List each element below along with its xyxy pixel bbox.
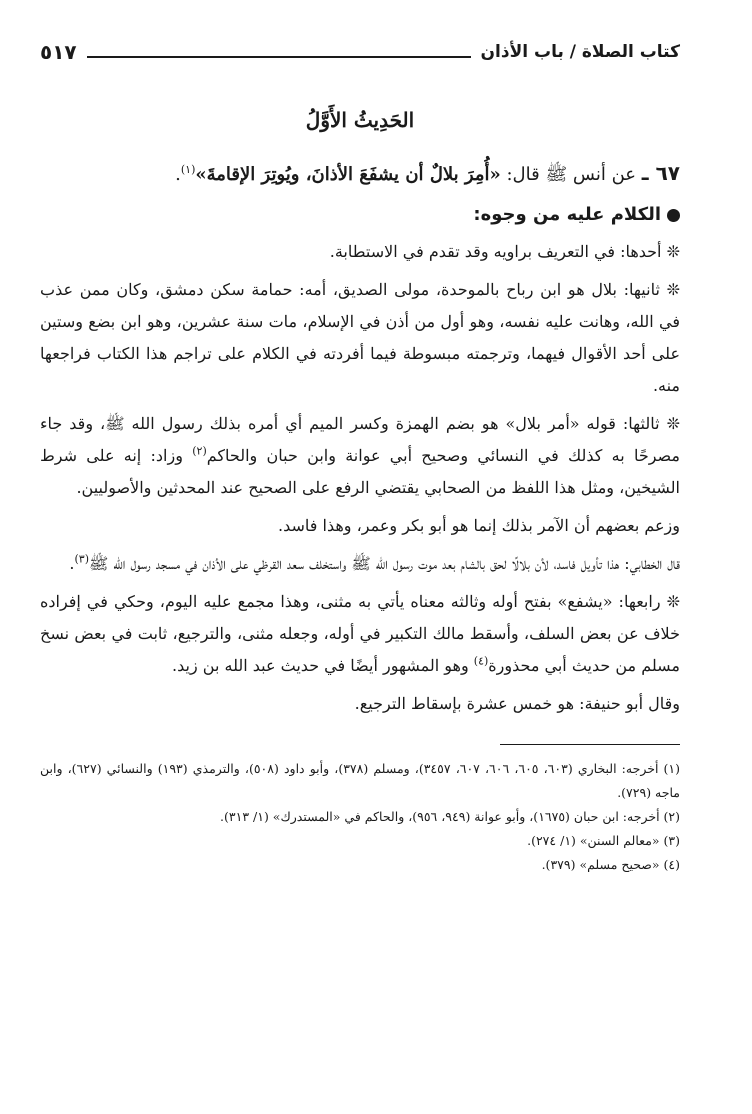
- footnote: (١) أخرجه: البخاري (٦٠٣، ٦٠٥، ٦٠٦، ٦٠٧، ٣٤٥٧)، ومسلم (٣٧٨)، وأبو داود (٥٠٨)، والترمذي (١٩٣) والنسائي (٦٢٧)، وابن ماجه (٧٢٩).: [40, 761, 681, 800]
- footnote: (٣) «معالم السنن» (١/ ٢٧٤).: [527, 833, 680, 848]
- hadith-text: [40, 158, 680, 190]
- footnote-ref[interactable]: (٤): [473, 654, 489, 668]
- header-rule: [87, 56, 471, 58]
- footnote-divider: [500, 744, 680, 745]
- paragraph: ❊ ثانيها: بلال هو ابن رباح بالموحدة، مولى الصديق، أمه: حمامة سكن دمشق، وكان ممن عذب في الله، وهانت عليه نفسه، وهو أول من أذن في الإسلام، مات سنة عشرين، وهو ابن بضع وستين على أحد الأقوال فيهما، وترجمته مبسوطة فيما أفردته في الكلام على تراجم هذا الكتاب فراجعها منه.: [40, 280, 681, 395]
- paragraph: وقال أبو حنيفة: هو خمس عشرة بإسقاط الترجيع.: [354, 694, 680, 713]
- running-title: كتاب الصلاة / باب الأذان: [480, 42, 680, 62]
- footnote-ref[interactable]: (٣): [74, 552, 89, 566]
- bullet-icon: [667, 209, 680, 222]
- hadith-matn: «أُمِرَ بلالٌ أن يشفَعَ الأذانَ، ويُوتِرَ الإقامةَ»: [195, 164, 501, 185]
- footnote-ref[interactable]: (١): [180, 163, 196, 176]
- footnote: (٢) أخرجه: ابن حبان (١٦٧٥)، وأبو عوانة (٩٤٩، ٩٥٦)، والحاكم في «المستدرك» (١/ ٣١٣).: [220, 809, 680, 824]
- paragraph: ❊ رابعها: «يشفع» بفتح أوله وثالثه معناه يأتي به مثنى، وهذا مجمع عليه اليوم، وحكي في إفراده خلاف عن بعض السلف، وأسقط مالك التكبير في أوله، وجعله مثنى، والترجيع، ثابت في بعض نسخ مسلم من حديث أبي محذورة$^{(٤)}$ وهو المشهور أيضًا في حديث عبد الله بن زيد.: [40, 592, 680, 675]
- paragraph: ❊ ثالثها: قوله «أمر بلال» هو بضم الهمزة وكسر الميم أي أمره بذلك رسول الله ﷺ، وقد جاء مصرحًا به كذلك في النسائي وصحيح أبي عوانة وابن حبان والحاكم$^{(٢)}$ وزاد: إنه على شرط الشيخين، ومثل هذا اللفظ من الصحابي يقتضي الرفع على الصحيح عند المحدثين والأصوليين.: [40, 414, 681, 497]
- page-number: ٥١٧: [40, 40, 77, 64]
- hadith-number: ٦٧ ـ: [641, 161, 680, 185]
- footnote: (٤) «صحيح مسلم» (٣٧٩).: [541, 857, 680, 872]
- book-page: [40, 30, 680, 877]
- footnote-ref[interactable]: (٢): [192, 444, 207, 458]
- paragraph: ❊ أحدها: في التعريف براويه وقد تقدم في الاستطابة.: [329, 242, 680, 261]
- hadith-end: .: [175, 164, 181, 185]
- running-header: [40, 30, 680, 74]
- section-heading-text: الكلام عليه من وجوه:: [473, 204, 661, 225]
- hadith-title: الحَدِيثُ الأَوَّلُ: [305, 108, 415, 132]
- paragraph: قال الخطابي: هذا تأويل فاسد، لأن بلالًا لحق بالشام بعد موت رسول الله ﷺ واستخلف سعد القرظي على الأذان في مسجد رسول الله ﷺ$^{(٣)}$.: [69, 552, 680, 573]
- hadith-intro: عن أنس ﷺ قال:: [506, 164, 637, 185]
- section-heading: [40, 200, 680, 230]
- paragraph: وزعم بعضهم أن الآمر بذلك إنما هو أبو بكر وعمر، وهذا فاسد.: [278, 516, 680, 535]
